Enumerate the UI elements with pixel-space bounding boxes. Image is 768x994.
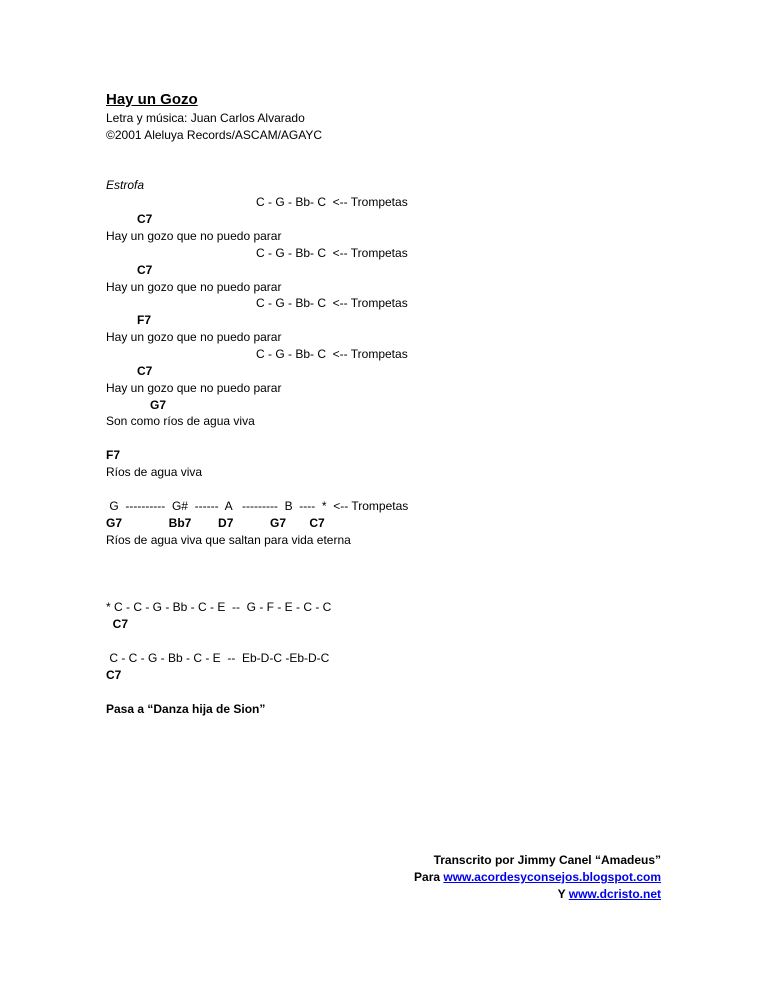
- lyric-line: Ríos de agua viva: [106, 465, 203, 479]
- footer-link-line-2: [558, 887, 661, 901]
- trumpet-line: G ---------- G# ------ A --------- B ---- * <-- Trompetas: [106, 499, 409, 513]
- y-prefix: Y: [557, 887, 569, 901]
- lyric-line: Hay un gozo que no puedo parar: [106, 229, 282, 243]
- chord-line: C7: [137, 364, 153, 378]
- lyric-line: Ríos de agua viva que saltan para vida eterna: [106, 533, 351, 547]
- next-song-note: Pasa a “Danza hija de Sion”: [106, 702, 266, 716]
- lyric-line: Hay un gozo que no puedo parar: [106, 280, 282, 294]
- footer-link-line-1: [414, 870, 661, 884]
- trumpet-line: C - G - Bb- C <-- Trompetas: [256, 296, 408, 310]
- blog-link[interactable]: www.acordesyconsejos.blogspot.com: [443, 870, 661, 884]
- chord-line: G7: [150, 398, 167, 412]
- chord-line: C7: [137, 263, 153, 277]
- lyric-line: Hay un gozo que no puedo parar: [106, 381, 282, 395]
- trumpet-line: C - G - Bb- C <-- Trompetas: [256, 246, 408, 260]
- chord-line: G7 Bb7 D7 G7 C7: [106, 516, 325, 530]
- credits: Letra y música: Juan Carlos Alvarado: [106, 111, 305, 125]
- chord-line: C7: [137, 212, 153, 226]
- section-label: Estrofa: [106, 178, 145, 192]
- copyright: ©2001 Aleluya Records/ASCAM/AGAYC: [106, 128, 323, 142]
- chord-line: F7: [106, 448, 121, 462]
- trumpet-line: C - G - Bb- C <-- Trompetas: [256, 195, 408, 209]
- riff-line: C - C - G - Bb - C - E -- Eb-D-C -Eb-D-C: [106, 651, 330, 665]
- song-title: Hay un Gozo: [106, 91, 198, 108]
- site-link[interactable]: www.dcristo.net: [568, 887, 661, 901]
- riff-line: * C - C - G - Bb - C - E -- G - F - E - C - C: [106, 600, 332, 614]
- trumpet-line: C - G - Bb- C <-- Trompetas: [256, 347, 408, 361]
- para-prefix: Para: [414, 870, 444, 884]
- riff-chord: C7: [106, 668, 122, 682]
- chord-line: F7: [137, 313, 152, 327]
- riff-chord: C7: [106, 617, 129, 631]
- lyric-line: Son como ríos de agua viva: [106, 414, 255, 428]
- transcriber-credit: Transcrito por Jimmy Canel “Amadeus”: [433, 853, 661, 867]
- lyric-line: Hay un gozo que no puedo parar: [106, 330, 282, 344]
